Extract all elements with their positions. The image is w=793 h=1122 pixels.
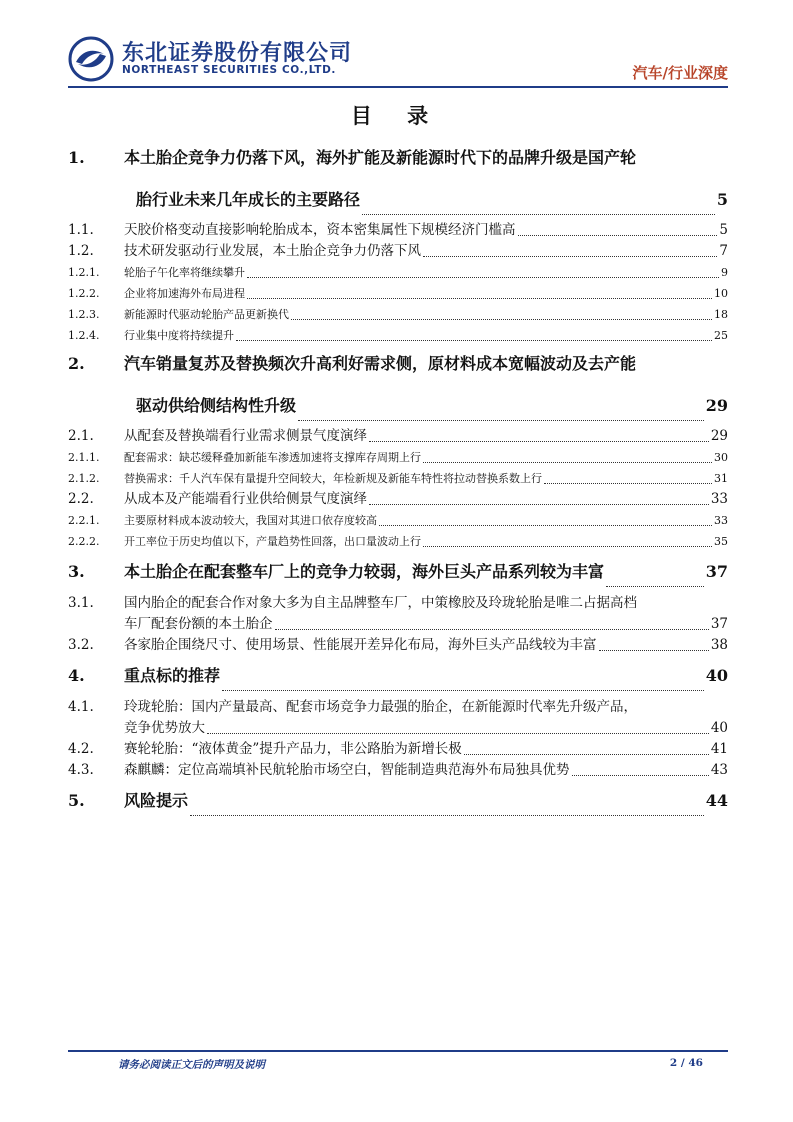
toc-text: 主要原材料成本波动较大，我国对其进口依存度较高 <box>124 514 377 527</box>
toc-leader <box>247 298 712 299</box>
toc-page: 37 <box>705 562 728 581</box>
toc-entry-2-2-1[interactable] <box>68 510 728 531</box>
toc-page: 5 <box>719 222 728 238</box>
toc-leader <box>369 504 709 505</box>
toc-text: 竞争优势放大 <box>124 720 205 736</box>
toc-entry-3[interactable] <box>68 552 728 592</box>
toc-leader <box>423 462 712 463</box>
toc-entry-2[interactable] <box>68 346 728 426</box>
toc-number: 1.1. <box>68 222 94 238</box>
toc-number: 3. <box>68 562 85 581</box>
toc-leader <box>275 629 709 630</box>
toc-leader <box>423 256 717 257</box>
toc-page: 33 <box>710 491 728 507</box>
toc-page: 37 <box>710 616 728 632</box>
toc-entry-4-3[interactable] <box>68 760 728 781</box>
toc-number: 1.2.3. <box>68 308 100 321</box>
toc-page: 29 <box>710 428 728 444</box>
toc-entry-2-1-1[interactable] <box>68 447 728 468</box>
toc-page: 10 <box>714 287 728 300</box>
toc-leader <box>369 441 709 442</box>
toc-number: 2.1.2. <box>68 472 100 485</box>
toc-text: 替换需求：千人汽车保有量提升空间较大，年检新规及新能车特性将拉动替换系数上行 <box>124 472 542 485</box>
toc-entry-1-2-4[interactable] <box>68 325 728 346</box>
toc-page: 9 <box>721 266 728 279</box>
toc-leader <box>518 235 718 236</box>
toc-page: 29 <box>705 396 728 415</box>
toc-entry-2-1-2[interactable] <box>68 468 728 489</box>
toc-page: 40 <box>705 666 728 685</box>
toc-entry-1-2-3[interactable] <box>68 304 728 325</box>
toc-number: 4.2. <box>68 741 94 757</box>
toc-text: 新能源时代驱动轮胎产品更新换代 <box>124 308 289 321</box>
toc-page: 31 <box>714 472 728 485</box>
toc-text: 车厂配套份额的本土胎企 <box>124 616 273 632</box>
toc-text: 森麒麟：定位高端填补民航轮胎市场空白，智能制造典范海外布局独具优势 <box>124 762 570 778</box>
toc-text: 风险提示 <box>124 791 189 810</box>
toc-text: 胎行业未来几年成长的主要路径 <box>136 190 361 209</box>
toc-entry-1-1[interactable] <box>68 220 728 241</box>
toc-leader <box>291 319 712 320</box>
toc-page: 35 <box>714 535 728 548</box>
toc-leader <box>606 586 704 587</box>
toc-text: 从成本及产能端看行业供给侧景气度演绎 <box>124 491 367 507</box>
toc-text: 轮胎子午化率将继续攀升 <box>124 266 245 279</box>
toc-title: 目 录 <box>350 103 443 128</box>
toc-entry-2-1[interactable] <box>68 426 728 447</box>
toc-text: 技术研发驱动行业发展，本土胎企竞争力仍落下风 <box>124 243 421 259</box>
toc-text: 重点标的推荐 <box>124 666 221 685</box>
page-header <box>68 34 728 84</box>
toc-leader <box>599 650 709 651</box>
toc-page: 18 <box>714 308 728 321</box>
toc-leader <box>247 277 719 278</box>
toc-entry-4-1[interactable] <box>68 696 728 739</box>
toc-page: 5 <box>716 190 728 209</box>
toc-text-line1: 玲珑轮胎：国内产量最高、配套市场竞争力最强的胎企，在新能源时代率先升级产品， <box>124 699 637 715</box>
toc-page: 44 <box>705 791 728 810</box>
company-name-cn: 东北证券股份有限公司 <box>122 41 353 66</box>
toc-entry-4-2[interactable] <box>68 739 728 760</box>
toc-number: 2.2.2. <box>68 535 100 548</box>
toc-leader <box>190 815 704 816</box>
toc-leader <box>423 546 712 547</box>
footer-divider <box>68 1050 728 1052</box>
toc-page: 30 <box>714 451 728 464</box>
toc-leader <box>222 690 704 691</box>
toc-number: 4. <box>68 666 85 685</box>
toc-text: 行业集中度将持续提升 <box>124 329 234 342</box>
toc-leader <box>464 754 709 755</box>
toc-text: 本土胎企在配套整车厂上的竞争力较弱，海外巨头产品系列较为丰富 <box>124 562 605 581</box>
toc-number: 1.2.2. <box>68 287 100 300</box>
toc-page: 25 <box>714 329 728 342</box>
header-divider <box>68 86 728 88</box>
toc-leader <box>572 775 709 776</box>
toc-number: 3.1. <box>68 595 94 611</box>
toc-page: 38 <box>710 637 728 653</box>
toc-entry-1[interactable] <box>68 140 728 220</box>
toc-number: 2. <box>68 354 85 373</box>
toc-text: 企业将加速海外布局进程 <box>124 287 245 300</box>
toc-number: 1.2.1. <box>68 266 100 279</box>
toc-number: 2.1.1. <box>68 451 100 464</box>
report-type: 汽车/行业深度 <box>632 64 728 82</box>
toc-number: 2.2.1. <box>68 514 100 527</box>
company-name-en: NORTHEAST SECURITIES CO.,LTD. <box>122 64 336 76</box>
toc-entry-3-2[interactable] <box>68 635 728 656</box>
toc-entry-1-2[interactable] <box>68 241 728 262</box>
toc-text: 开工率位于历史均值以下，产量趋势性回落，出口量波动上行 <box>124 535 421 548</box>
toc-text: 赛轮轮胎：“液体黄金”提升产品力，非公路胎为新增长极 <box>124 741 462 757</box>
toc-text: 天胶价格变动直接影响轮胎成本，资本密集属性下规模经济门槛高 <box>124 222 516 238</box>
toc-leader <box>362 214 715 215</box>
toc-entry-2-2[interactable] <box>68 489 728 510</box>
toc-page: 40 <box>710 720 728 736</box>
toc-number: 1.2.4. <box>68 329 100 342</box>
toc-number: 1.2. <box>68 243 94 259</box>
company-logo-icon <box>68 36 114 82</box>
toc-leader <box>298 420 704 421</box>
toc-entry-4[interactable] <box>68 656 728 696</box>
toc-page: 33 <box>714 514 728 527</box>
toc-leader <box>544 483 712 484</box>
toc-entry-2-2-2[interactable] <box>68 531 728 552</box>
toc-text: 各家胎企围绕尺寸、使用场景、性能展开差异化布局，海外巨头产品线较为丰富 <box>124 637 597 653</box>
page-indicator: 2 / 46 <box>669 1057 703 1069</box>
table-of-contents <box>68 140 728 821</box>
disclaimer-note: 请务必阅读正文后的声明及说明 <box>118 1059 265 1071</box>
toc-entry-3-1[interactable] <box>68 592 728 635</box>
toc-entry-1-2-1[interactable] <box>68 262 728 283</box>
toc-text-line1: 本土胎企竞争力仍落下风，海外扩能及新能源时代下的品牌升级是国产轮 <box>124 148 637 167</box>
toc-entry-5[interactable] <box>68 781 728 821</box>
toc-text: 驱动供给侧结构性升级 <box>136 396 297 415</box>
toc-page: 43 <box>710 762 728 778</box>
toc-text-line1: 国内胎企的配套合作对象大多为自主品牌整车厂，中策橡胶及玲珑轮胎是唯二占据高档 <box>124 595 637 611</box>
toc-leader <box>207 733 709 734</box>
toc-entry-1-2-2[interactable] <box>68 283 728 304</box>
toc-number: 2.1. <box>68 428 94 444</box>
toc-number: 1. <box>68 148 85 167</box>
toc-text-line1: 汽车销量复苏及替换频次升高利好需求侧，原材料成本宽幅波动及去产能 <box>124 354 637 373</box>
toc-text: 配套需求：缺芯缓释叠加新能车渗透加速将支撑库存周期上行 <box>124 451 421 464</box>
toc-number: 3.2. <box>68 637 94 653</box>
toc-leader <box>379 525 712 526</box>
toc-number: 4.3. <box>68 762 94 778</box>
toc-number: 5. <box>68 791 85 810</box>
toc-page: 41 <box>710 741 728 757</box>
toc-number: 2.2. <box>68 491 94 507</box>
toc-number: 4.1. <box>68 699 94 715</box>
toc-text: 从配套及替换端看行业需求侧景气度演绎 <box>124 428 367 444</box>
toc-page: 7 <box>719 243 728 259</box>
toc-leader <box>236 340 712 341</box>
